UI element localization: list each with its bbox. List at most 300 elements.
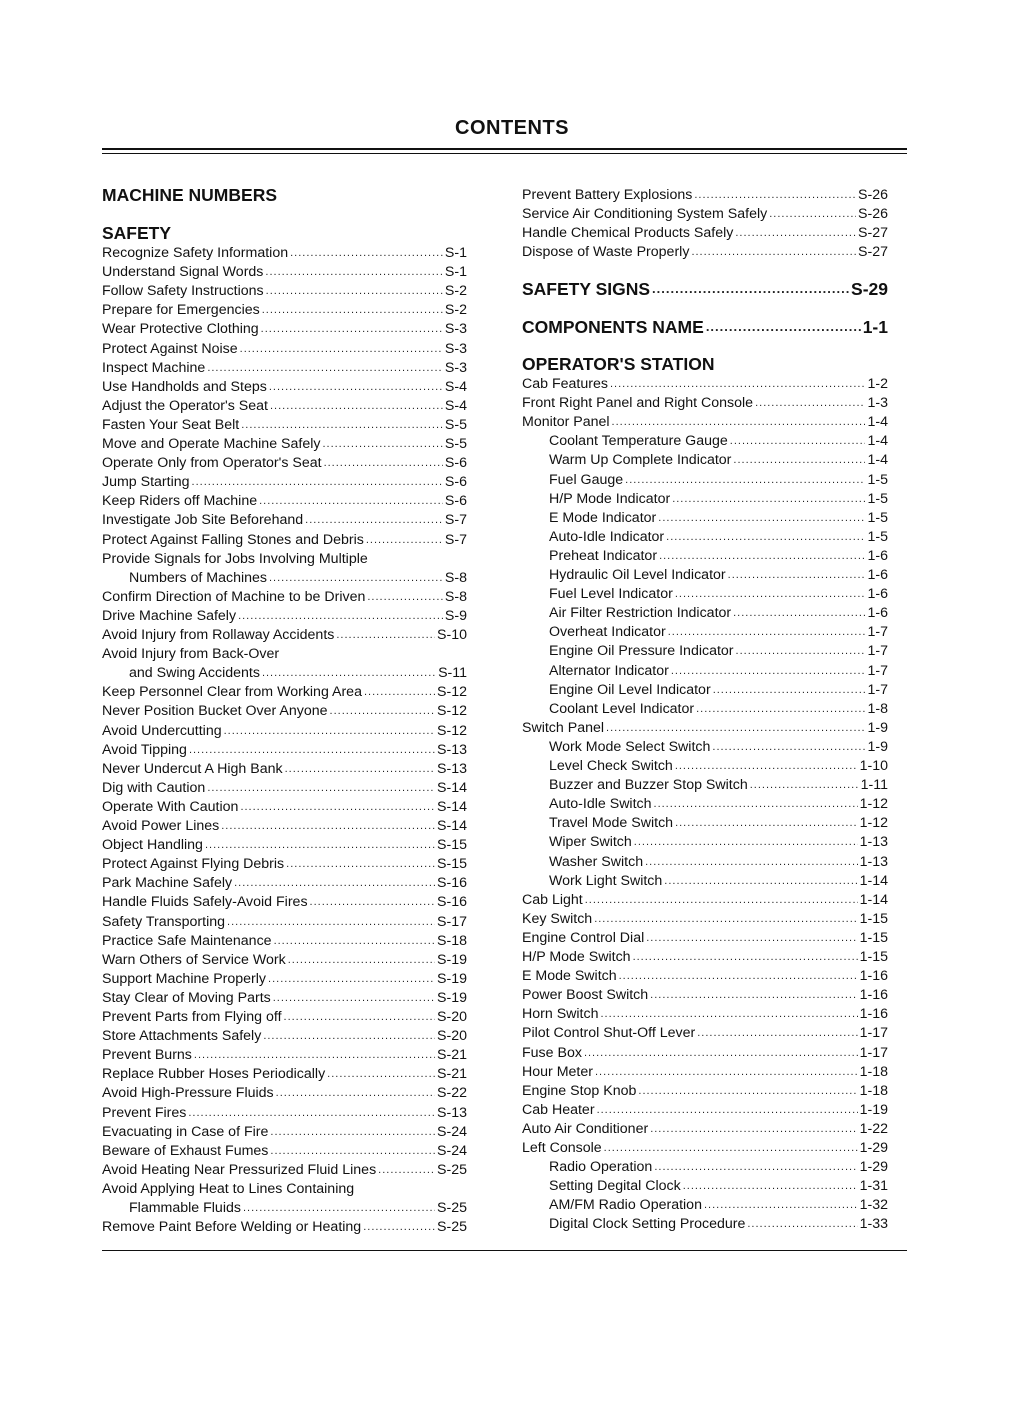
toc-entry-label: Prevent Parts from Flying off xyxy=(102,1009,282,1025)
section-heading: SAFETY xyxy=(102,223,172,243)
toc-entry xyxy=(102,1104,467,1123)
toc-entry-page: 1-7 xyxy=(867,681,888,698)
dot-leader xyxy=(367,588,443,607)
toc-entry xyxy=(522,1024,888,1043)
toc-entry-label: Numbers of Machines xyxy=(129,569,267,586)
toc-entry xyxy=(522,1082,888,1101)
dot-leader xyxy=(675,814,858,833)
dot-leader xyxy=(327,1065,435,1084)
toc-entry xyxy=(522,910,888,929)
toc-entry-label: Cab Features xyxy=(522,376,608,392)
toc-entry-label: AM/FM Radio Operation xyxy=(549,1197,702,1214)
toc-entry xyxy=(102,301,467,320)
toc-entry-page: S-15 xyxy=(437,856,467,873)
toc-entry xyxy=(102,874,467,893)
toc-entry-page: S-1 xyxy=(444,245,467,261)
dot-leader xyxy=(597,1101,858,1120)
toc-entry-label: H/P Mode Switch xyxy=(522,949,631,965)
toc-entry-page: 1-5 xyxy=(867,528,888,545)
dot-leader xyxy=(305,511,443,530)
toc-entry-label: Remove Paint Before Welding or Heating xyxy=(102,1219,362,1236)
toc-entry-label: Avoid Applying Heat to Lines Containing xyxy=(102,1180,355,1197)
toc-entry-label: Avoid High-Pressure Fluids xyxy=(102,1085,274,1102)
toc-entry-page: S-2 xyxy=(444,302,467,319)
toc-entry xyxy=(102,320,467,339)
toc-entry-page: S-16 xyxy=(437,875,467,892)
dot-leader xyxy=(259,492,443,511)
toc-entry-page: 1-2 xyxy=(867,376,888,392)
dot-leader xyxy=(650,986,857,1005)
dot-leader xyxy=(646,929,857,948)
toc-entry-label: Protect Against Falling Stones and Debris xyxy=(102,531,364,548)
toc-entry-page: 1-6 xyxy=(867,547,888,564)
toc-entry-label: Level Check Switch xyxy=(549,758,673,774)
toc-entry-page: S-26 xyxy=(858,187,888,203)
toc-entry-page: 1-17 xyxy=(859,1025,888,1042)
toc-entry xyxy=(549,432,888,451)
dot-leader xyxy=(241,416,443,435)
dot-leader xyxy=(650,1120,857,1139)
toc-entry-label: Coolant Temperature Gauge xyxy=(549,433,728,450)
dot-leader xyxy=(224,722,435,741)
toc-entry-page: S-2 xyxy=(444,283,467,300)
toc-entry-page: S-7 xyxy=(444,512,467,529)
dot-leader xyxy=(363,1218,435,1237)
dot-leader xyxy=(192,473,443,492)
dot-leader xyxy=(268,970,435,989)
toc-entry-page: 1-16 xyxy=(859,987,888,1004)
toc-entry-page: S-12 xyxy=(437,703,467,720)
toc-entry-page: 1-18 xyxy=(859,1082,888,1099)
dot-leader xyxy=(696,700,865,719)
dot-leader xyxy=(240,340,443,359)
toc-entry-page: S-25 xyxy=(437,1200,467,1216)
toc-entry-label: Left Console xyxy=(522,1140,602,1156)
dot-leader xyxy=(694,186,856,205)
dot-leader xyxy=(265,263,443,282)
dot-leader xyxy=(736,642,866,661)
toc-entry-label: Engine Control Dial xyxy=(522,929,645,946)
toc-entry-label: Inspect Machine xyxy=(102,359,206,376)
toc-entry-label: Fuse Box xyxy=(522,1044,582,1061)
toc-entry-label: Avoid Undercutting xyxy=(102,722,222,739)
toc-entry xyxy=(102,741,467,760)
dot-leader xyxy=(270,1142,435,1161)
dot-leader xyxy=(654,1158,857,1177)
dot-leader xyxy=(262,301,443,320)
toc-entry-label: Avoid Injury from Back-Over xyxy=(102,646,280,663)
dot-leader xyxy=(270,397,443,416)
toc-entry xyxy=(102,588,467,607)
toc-entry-label: Fasten Your Seat Belt xyxy=(102,416,240,433)
toc-entry xyxy=(102,416,467,435)
dot-leader xyxy=(619,967,858,986)
toc-entry xyxy=(549,662,888,681)
toc-entry-label: Pilot Control Shut-Off Lever xyxy=(522,1025,696,1042)
toc-entry-label: Understand Signal Words xyxy=(102,264,264,281)
toc-entry-label: Setting Degital Clock xyxy=(549,1178,681,1195)
toc-entry-page: 1-1 xyxy=(862,317,888,337)
dot-leader xyxy=(207,779,435,798)
dot-leader xyxy=(733,604,865,623)
toc-entry-label: Switch Panel xyxy=(522,719,605,736)
toc-entry-page: 1-11 xyxy=(860,777,888,794)
toc-entry-label: Horn Switch xyxy=(522,1006,599,1023)
dot-leader xyxy=(290,244,443,263)
dot-leader xyxy=(261,320,443,339)
toc-entry-label: COMPONENTS NAME xyxy=(522,317,704,337)
dot-leader xyxy=(691,243,856,262)
dot-leader xyxy=(633,948,858,967)
toc-entry-page: S-13 xyxy=(437,1104,467,1121)
page-title: CONTENTS xyxy=(455,117,569,139)
dot-leader xyxy=(207,359,443,378)
toc-entry-page: 1-5 xyxy=(867,471,888,488)
toc-entry-label: Confirm Direction of Machine to be Driven xyxy=(102,588,366,605)
toc-entry-label: Wear Protective Clothing xyxy=(102,321,259,338)
toc-entry xyxy=(549,700,888,719)
toc-entry-page: S-14 xyxy=(437,779,467,796)
toc-entry-page: S-21 xyxy=(437,1047,467,1064)
dot-leader xyxy=(728,566,866,585)
toc-entry-page: 1-14 xyxy=(859,872,888,889)
toc-entry-label: Jump Starting xyxy=(102,474,190,491)
toc-entry-page: 1-6 xyxy=(867,586,888,603)
toc-entry-page: 1-32 xyxy=(859,1197,888,1214)
toc-entry-page: 1-13 xyxy=(859,834,888,851)
toc-entry-label: Travel Mode Switch xyxy=(549,815,674,832)
toc-entry xyxy=(549,1215,888,1234)
dot-leader xyxy=(666,528,865,547)
toc-entry-label: Follow Safety Instructions xyxy=(102,283,264,300)
toc-entry-page: 1-12 xyxy=(859,796,888,813)
toc-entry-label: and Swing Accidents xyxy=(129,665,260,682)
toc-entry-page: S-13 xyxy=(437,760,467,777)
toc-entry-label: Stay Clear of Moving Parts xyxy=(102,989,271,1006)
section-heading: MACHINE NUMBERS xyxy=(102,185,277,205)
toc-entry xyxy=(102,913,467,932)
dot-leader xyxy=(378,1161,435,1180)
dot-leader xyxy=(697,1024,857,1043)
toc-entry-page: S-14 xyxy=(437,798,467,815)
toc-entry-page: 1-4 xyxy=(867,433,888,450)
dot-leader xyxy=(274,932,435,951)
toc-entry-page: 1-29 xyxy=(859,1140,888,1156)
toc-entry xyxy=(522,929,888,948)
toc-entry-page: S-12 xyxy=(437,684,467,701)
toc-entry xyxy=(102,378,467,397)
toc-entry-label: Auto-Idle Switch xyxy=(549,796,652,813)
toc-entry xyxy=(102,359,467,378)
toc-entry-label: Service Air Conditioning System Safely xyxy=(522,206,768,223)
toc-entry xyxy=(522,1139,888,1158)
toc-entry-label: Safety Transporting xyxy=(102,913,226,930)
dot-leader xyxy=(189,741,435,760)
toc-entry-page: S-19 xyxy=(437,989,467,1006)
toc-entry-page: S-4 xyxy=(444,397,467,414)
toc-entry-label: Auto-Idle Indicator xyxy=(549,528,665,545)
toc-entry xyxy=(102,1065,467,1084)
dot-leader xyxy=(227,913,435,932)
toc-entry-page: S-25 xyxy=(437,1219,467,1236)
toc-entry-label: Coolant Level Indicator xyxy=(549,700,695,717)
toc-entry xyxy=(549,604,888,623)
toc-entry xyxy=(522,1101,888,1120)
dot-leader xyxy=(712,738,865,757)
dot-leader xyxy=(270,1123,435,1142)
dot-leader xyxy=(285,760,435,779)
dot-leader xyxy=(683,1177,858,1196)
toc-entry-label: Prevent Fires xyxy=(102,1104,187,1121)
toc-entry xyxy=(522,375,888,394)
toc-entry-label: Use Handholds and Steps xyxy=(102,378,267,395)
toc-entry-page: 1-15 xyxy=(859,949,888,965)
toc-entry-page: 1-7 xyxy=(867,662,888,679)
toc-entry-label: Front Right Panel and Right Console xyxy=(522,395,754,412)
toc-entry-label: Overheat Indicator xyxy=(549,624,666,641)
toc-entry-label: Power Boost Switch xyxy=(522,987,649,1004)
toc-entry xyxy=(102,473,467,492)
toc-entry-page: S-29 xyxy=(851,279,888,299)
dot-leader xyxy=(645,853,858,872)
dot-leader xyxy=(585,891,858,910)
dot-leader xyxy=(658,509,865,528)
toc-entry-label: Move and Operate Machine Safely xyxy=(102,436,321,452)
toc-entry-page: 1-6 xyxy=(867,605,888,622)
toc-entry xyxy=(102,626,467,645)
dot-leader xyxy=(364,683,435,702)
toc-entry-label: Operate Only from Operator's Seat xyxy=(102,455,322,472)
toc-entry-label: Alternator Indicator xyxy=(549,662,669,679)
toc-entry-page: S-8 xyxy=(444,588,467,605)
toc-entry-page: 1-5 xyxy=(867,509,888,526)
bottom-rule xyxy=(102,1250,907,1251)
toc-entry-page: S-19 xyxy=(437,951,467,968)
toc-entry-label: Store Attachments Safely xyxy=(102,1028,262,1045)
toc-entry xyxy=(102,722,467,741)
dot-leader xyxy=(205,836,435,855)
toc-entry-page: S-17 xyxy=(437,913,467,930)
toc-entry xyxy=(129,664,467,683)
dot-leader xyxy=(706,316,861,338)
toc-entry-label: Prevent Battery Explosions xyxy=(522,187,693,203)
toc-entry-label: Engine Oil Pressure Indicator xyxy=(549,643,734,660)
toc-entry xyxy=(102,340,467,359)
toc-entry-page: 1-31 xyxy=(859,1178,888,1195)
toc-entry-page: 1-10 xyxy=(859,758,888,774)
dot-leader xyxy=(234,874,435,893)
toc-entry xyxy=(522,719,888,738)
toc-entry xyxy=(129,1199,467,1218)
toc-entry-label: Avoid Tipping xyxy=(102,741,187,758)
toc-entry-label: Evacuating in Case of Fire xyxy=(102,1123,269,1140)
dot-leader xyxy=(284,1008,436,1027)
toc-entry-label: Air Filter Restriction Indicator xyxy=(549,605,732,622)
toc-entry xyxy=(102,1008,467,1027)
toc-entry xyxy=(522,205,888,224)
toc-entry-page: S-3 xyxy=(444,359,467,376)
dot-leader xyxy=(606,719,865,738)
toc-entry xyxy=(549,776,888,795)
dot-leader xyxy=(221,817,435,836)
toc-entry-label: Never Position Bucket Over Anyone xyxy=(102,703,328,720)
section-heading: OPERATOR'S STATION xyxy=(522,354,715,374)
toc-entry-page: 1-16 xyxy=(859,1006,888,1023)
toc-entry xyxy=(102,492,467,511)
toc-entry-label: Dispose of Waste Properly xyxy=(522,244,690,261)
toc-entry-label: Wiper Switch xyxy=(549,834,632,851)
toc-entry-label: Warm Up Complete Indicator xyxy=(549,452,732,469)
toc-entry-page: S-11 xyxy=(438,665,467,682)
toc-entry-label: E Mode Switch xyxy=(522,968,617,985)
toc-entry-label: Fuel Gauge xyxy=(549,471,624,488)
dot-leader xyxy=(594,910,857,929)
toc-entry-page: S-26 xyxy=(858,206,888,223)
toc-entry-label: Keep Personnel Clear from Working Area xyxy=(102,684,362,701)
dot-leader xyxy=(612,413,866,432)
toc-entry-label: Avoid Power Lines xyxy=(102,818,220,834)
toc-entry-page: S-21 xyxy=(437,1066,467,1083)
toc-entry xyxy=(102,282,467,301)
toc-entry xyxy=(102,1084,467,1103)
dot-leader xyxy=(269,569,443,588)
toc-entry-label: Dig with Caution xyxy=(102,779,206,796)
toc-entry xyxy=(102,798,467,817)
toc-entry-page: S-19 xyxy=(437,970,467,987)
dot-leader xyxy=(668,623,866,642)
toc-entry-label: Object Handling xyxy=(102,837,203,854)
dot-leader xyxy=(322,435,442,454)
toc-entry xyxy=(549,833,888,852)
toc-section-entry xyxy=(522,278,888,300)
toc-entry xyxy=(549,547,888,566)
dot-leader xyxy=(269,378,443,397)
toc-entry-label: Investigate Job Site Beforehand xyxy=(102,512,304,529)
dot-leader xyxy=(584,1044,858,1063)
toc-entry-page: 1-7 xyxy=(867,624,888,641)
toc-entry-page: S-22 xyxy=(437,1085,467,1102)
toc-entry-label: Preheat Indicator xyxy=(549,547,658,564)
toc-entry xyxy=(549,1196,888,1215)
dot-leader xyxy=(750,776,859,795)
toc-entry xyxy=(102,683,467,702)
toc-entry-label: Auto Air Conditioner xyxy=(522,1120,649,1137)
toc-entry-label: Monitor Panel xyxy=(522,414,610,431)
toc-entry-label: Warn Others of Service Work xyxy=(102,951,286,968)
toc-entry xyxy=(102,893,467,912)
toc-entry-page: 1-5 xyxy=(867,490,888,507)
toc-entry xyxy=(102,244,467,263)
toc-entry-label: Never Undercut A High Bank xyxy=(102,760,283,777)
toc-entry xyxy=(549,738,888,757)
toc-entry xyxy=(102,1123,467,1142)
toc-entry-label: Avoid Heating Near Pressurized Fluid Lines xyxy=(102,1161,377,1178)
toc-entry-page: S-3 xyxy=(444,321,467,338)
toc-entry xyxy=(549,566,888,585)
toc-entry xyxy=(102,1142,467,1161)
toc-entry-page: 1-4 xyxy=(867,452,888,469)
dot-leader xyxy=(730,432,866,451)
toc-entry-label: Fuel Level Indicator xyxy=(549,586,673,603)
toc-entry xyxy=(522,243,888,262)
toc-entry xyxy=(549,757,888,776)
dot-leader xyxy=(747,1215,857,1234)
toc-entry-label: Flammable Fluids xyxy=(129,1200,241,1216)
toc-entry-page: 1-3 xyxy=(867,395,888,412)
dot-leader xyxy=(366,531,443,550)
toc-entry-page: 1-9 xyxy=(867,738,888,755)
dot-leader xyxy=(652,278,849,300)
toc-entry xyxy=(549,623,888,642)
dot-leader xyxy=(610,375,866,394)
title-rule-thin xyxy=(102,153,907,154)
toc-entry xyxy=(549,1177,888,1196)
toc-entry-page: 1-9 xyxy=(867,719,888,736)
toc-entry xyxy=(102,1027,467,1046)
toc-entry xyxy=(549,451,888,470)
toc-entry-page: 1-15 xyxy=(859,910,888,927)
dot-leader xyxy=(654,795,858,814)
dot-leader xyxy=(659,547,865,566)
toc-entry xyxy=(102,263,467,282)
toc-entry-label: Hydraulic Oil Level Indicator xyxy=(549,567,726,583)
dot-leader xyxy=(240,798,435,817)
toc-entry-label: SAFETY SIGNS xyxy=(522,279,651,299)
toc-entry-label: Avoid Injury from Rollaway Accidents xyxy=(102,627,335,643)
toc-entry xyxy=(522,986,888,1005)
toc-entry xyxy=(522,891,888,910)
toc-entry-label: Support Machine Properly xyxy=(102,970,267,987)
dot-leader xyxy=(273,989,435,1008)
toc-entry-label: E Mode Indicator xyxy=(549,509,657,526)
toc-entry-label: Buzzer and Buzzer Stop Switch xyxy=(549,777,748,794)
toc-entry xyxy=(522,224,888,243)
toc-entry xyxy=(102,531,467,550)
dot-leader xyxy=(604,1139,858,1158)
dot-leader xyxy=(286,855,435,874)
dot-leader xyxy=(755,394,865,413)
toc-entry-page: 1-18 xyxy=(859,1063,888,1080)
toc-entry xyxy=(102,836,467,855)
toc-entry-page: S-3 xyxy=(444,340,467,357)
toc-entry xyxy=(102,760,467,779)
toc-entry-page: S-4 xyxy=(444,378,467,395)
toc-entry xyxy=(522,1044,888,1063)
toc-entry xyxy=(102,550,467,569)
toc-entry xyxy=(102,607,467,626)
toc-entry-label: Work Mode Select Switch xyxy=(549,738,711,755)
toc-entry xyxy=(549,1158,888,1177)
toc-entry xyxy=(522,967,888,986)
toc-entry-page: S-27 xyxy=(858,244,888,261)
toc-entry xyxy=(102,397,467,416)
toc-entry-label: Keep Riders off Machine xyxy=(102,493,258,510)
toc-entry xyxy=(102,932,467,951)
toc-entry-page: S-6 xyxy=(444,474,467,491)
dot-leader xyxy=(595,1063,858,1082)
toc-entry xyxy=(102,970,467,989)
dot-leader xyxy=(243,1199,435,1218)
toc-entry xyxy=(549,528,888,547)
dot-leader xyxy=(600,1005,857,1024)
dot-leader xyxy=(664,872,857,891)
dot-leader xyxy=(733,451,865,470)
dot-leader xyxy=(263,1027,435,1046)
toc-entry-label: Radio Operation xyxy=(549,1159,653,1176)
toc-entry xyxy=(549,795,888,814)
toc-entry-page: S-25 xyxy=(437,1161,467,1178)
toc-entry-page: S-24 xyxy=(437,1123,467,1140)
